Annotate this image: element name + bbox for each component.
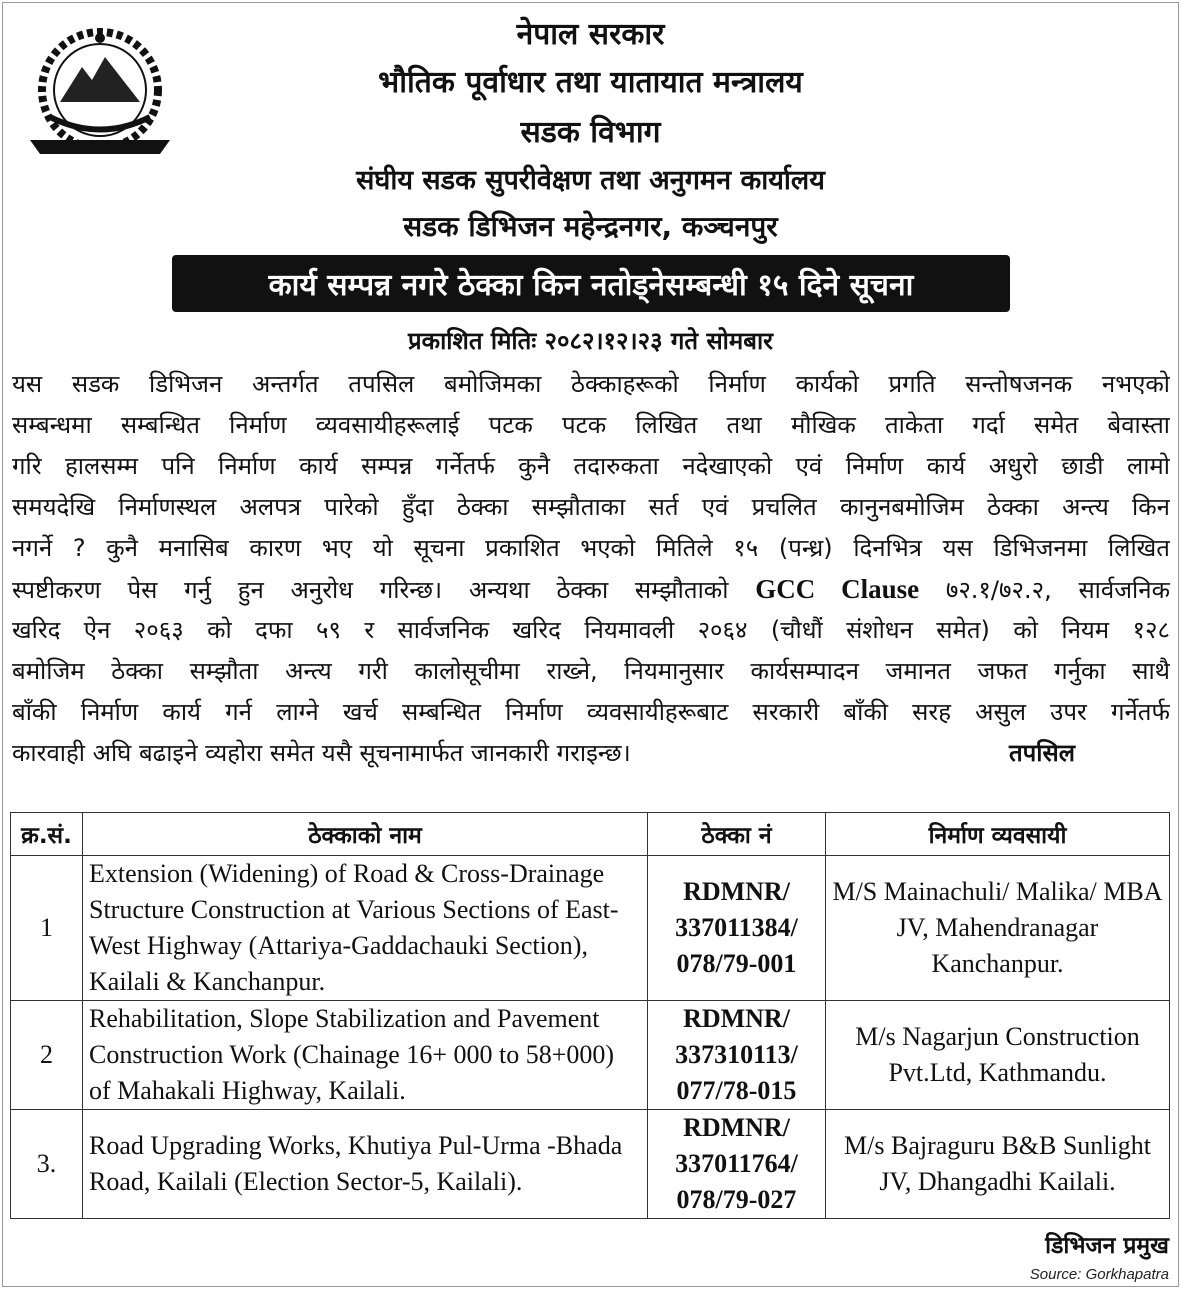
source-credit: Source: Gorkhapatra bbox=[1029, 1266, 1169, 1283]
contracts-table bbox=[10, 812, 1170, 1219]
body-line: खरिद ऐन २०६३ को दफा ५९ र सार्वजनिक खरिद नियमावली २०६४ (चौधौं संशोधन समेत) को नियम १२८ bbox=[12, 616, 1170, 644]
notice-body bbox=[12, 364, 1170, 774]
body-line: यस सडक डिभिजन अन्तर्गत तपसिल बमोजिमका ठेक्काहरूको निर्माण कार्यको प्रगति सन्तोषजनक नभएको bbox=[12, 370, 1170, 398]
body-line: नगर्ने ? कुनै मनासिब कारण भए यो सूचना प्रकाशित भएको मितिले १५ (पन्ध्र) दिनभित्र यस डिभिजनमा लिखित bbox=[12, 534, 1170, 562]
signature-division-chief: डिभिजन प्रमुख bbox=[1045, 1233, 1169, 1259]
cell-sn: 2 bbox=[11, 1001, 83, 1110]
header-government: नेपाल सरकार bbox=[516, 17, 665, 52]
table-row bbox=[11, 1110, 1170, 1219]
cell-contractor: M/s Nagarjun Construction Pvt.Ltd, Kathmandu. bbox=[826, 1001, 1170, 1110]
body-line: समयदेखि निर्माणस्थल अलपत्र पारेको हुँदा ठेक्का सम्झौताका सर्त एवं प्रचलित कानुनबमोजिम ठेक्का अन्त्य किन bbox=[12, 493, 1170, 521]
gcc-clause: GCC Clause bbox=[755, 574, 920, 604]
cell-number: RDMNR/ 337310113/ 077/78-015 bbox=[648, 1001, 826, 1110]
col-header-sn: क्र.सं. bbox=[11, 813, 83, 856]
notice-title-banner: कार्य सम्पन्न नगरे ठेक्का किन नतोड्नेसम्बन्धी १५ दिने सूचना bbox=[172, 255, 1010, 312]
cell-name: Road Upgrading Works, Khutiya Pul-Urma -Bhada Road, Kailali (Election Sector-5, Kailali). bbox=[83, 1110, 648, 1219]
col-header-name: ठेक्काको नाम bbox=[83, 813, 648, 856]
header-office: संघीय सडक सुपरीवेक्षण तथा अनुगमन कार्यालय bbox=[356, 165, 825, 196]
col-header-number: ठेक्का नं bbox=[648, 813, 826, 856]
header-ministry: भौतिक पूर्वाधार तथा यातायात मन्त्रालय bbox=[378, 65, 803, 100]
table-row bbox=[11, 856, 1170, 1001]
cell-name: Rehabilitation, Slope Stabilization and Pavement Construction Work (Chainage 16+ 000 to 58+000) of Mahakali Highway, Kailali. bbox=[83, 1001, 648, 1110]
body-line bbox=[12, 569, 1170, 610]
cell-sn: 3. bbox=[11, 1110, 83, 1219]
cell-contractor: M/s Bajraguru B&B Sunlight JV, Dhangadhi Kailali. bbox=[826, 1110, 1170, 1219]
cell-number: RDMNR/ 337011764/ 078/79-027 bbox=[648, 1110, 826, 1219]
header-division: सडक डिभिजन महेन्द्रनगर, कञ्चनपुर bbox=[403, 210, 778, 243]
body-text: कारवाही अघि बढाइने व्यहोरा समेत यसै सूचनामार्फत जानकारी गराइन्छ। bbox=[12, 739, 631, 767]
body-line: बमोजिम ठेक्का सम्झौता अन्त्य गरी कालोसूचीमा राख्ने, नियमानुसार कार्यसम्पादन जमानत जफत गर्नुका साथै bbox=[12, 657, 1170, 685]
header-department: सडक विभाग bbox=[520, 115, 661, 150]
col-header-contractor: निर्माण व्यवसायी bbox=[826, 813, 1170, 856]
cell-name: Extension (Widening) of Road & Cross-Drainage Structure Construction at Various Sections of East-West Highway (Attariya-Gaddachauki Section), Kailali & Kanchanpur. bbox=[83, 856, 648, 1001]
table-header-row bbox=[11, 813, 1170, 856]
body-line bbox=[12, 733, 1170, 774]
body-line: गरि हालसम्म पनि निर्माण कार्य सम्पन्न गर्नेतर्फ कुनै तदारुकता नदेखाएको एवं निर्माण कार्य अधुरो छाडी लामो bbox=[12, 452, 1170, 480]
cell-contractor: M/S Mainachuli/ Malika/ MBA JV, Mahendranagar Kanchanpur. bbox=[826, 856, 1170, 1001]
cell-sn: 1 bbox=[11, 856, 83, 1001]
table-row bbox=[11, 1001, 1170, 1110]
body-text: स्पष्टीकरण पेस गर्नु हुन अनुरोध गरिन्छ। अन्यथा ठेक्का सम्झौताको bbox=[12, 576, 756, 604]
body-text: ७२.१/७२.२, सार्वजनिक bbox=[919, 576, 1170, 604]
published-date: प्रकाशित मितिः २०८२।१२।२३ गते सोमबार bbox=[407, 327, 773, 355]
cell-number: RDMNR/ 337011384/ 078/79-001 bbox=[648, 856, 826, 1001]
body-line: सम्बन्धमा सम्बन्धित निर्माण व्यवसायीहरूलाई पटक पटक लिखित तथा मौखिक ताकेता गर्दा समेत बेवास्ता bbox=[12, 411, 1170, 439]
schedule-label: तपसिल bbox=[1008, 739, 1075, 767]
body-line: बाँकी निर्माण कार्य गर्न लाग्ने खर्च सम्बन्धित निर्माण व्यवसायीहरूबाट सरकारी बाँकी सरह असुल उपर गर्नेतर्फ bbox=[12, 698, 1170, 726]
